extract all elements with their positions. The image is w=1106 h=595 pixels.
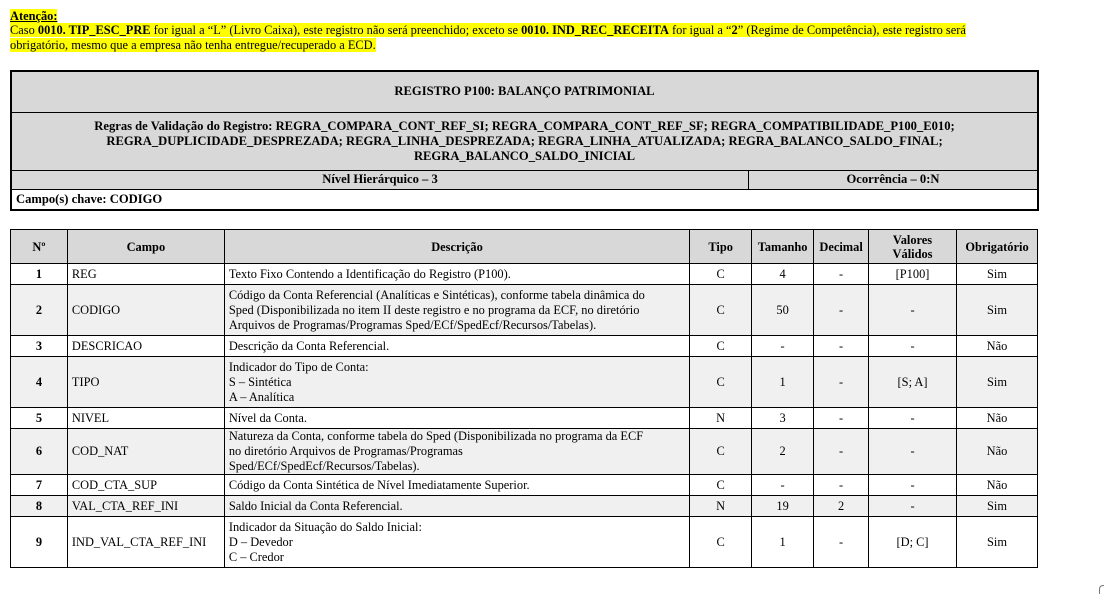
cell-descricao: [224, 429, 689, 475]
attention-note: [10, 9, 1100, 52]
cell-tamanho: 2: [752, 429, 814, 475]
cell-obrigatorio: Não: [956, 408, 1037, 429]
cell-descricao: [224, 408, 689, 429]
header-obrigatorio: Obrigatório: [956, 230, 1037, 264]
cell-campo: DESCRICAO: [67, 336, 224, 357]
cell-tipo: N: [690, 496, 752, 517]
register-header-table: [10, 70, 1039, 211]
header-campo: Campo: [67, 230, 224, 264]
attention-text-part: for igual a “: [668, 23, 732, 38]
validation-rules-line: REGRA_DUPLICIDADE_DESPREZADA; REGRA_LINHA_DESPREZADA; REGRA_LINHA_ATUALIZADA; REGRA_BALANCO_SALDO_FINAL;: [106, 133, 943, 148]
header-tamanho: Tamanho: [752, 230, 814, 264]
cell-obrigatorio: Sim: [956, 357, 1037, 408]
table-row: [11, 429, 1038, 475]
cell-obrigatorio: Não: [956, 475, 1037, 496]
cell-obrigatorio: Sim: [956, 264, 1037, 285]
cell-obrigatorio: Não: [956, 429, 1037, 475]
validation-rules-line: Regras de Validação do Registro: REGRA_COMPARA_CONT_REF_SI; REGRA_COMPARA_CONT_REF_SF; REGRA_COMPATIBILIDADE_P100_E010;: [94, 118, 955, 133]
cell-obrigatorio: Sim: [956, 496, 1037, 517]
description-line: D – Devedor: [228, 534, 293, 549]
cell-tipo: C: [690, 357, 752, 408]
description-line: Natureza da Conta, conforme tabela do Sped (Disponibilizada no programa da ECF: [228, 429, 644, 443]
cell-num: 9: [11, 517, 68, 568]
occurrence: Ocorrência – 0:N: [749, 170, 1039, 189]
cell-tamanho: 1: [752, 517, 814, 568]
cell-decimal: -: [814, 475, 869, 496]
attention-text: [10, 23, 966, 37]
cell-tipo: C: [690, 429, 752, 475]
header-valores: [869, 230, 957, 264]
cell-descricao: [224, 285, 689, 336]
cell-tipo: C: [690, 336, 752, 357]
description-line: Sped/ECf/SpedEcf/Recursos/Tabelas).: [228, 459, 420, 473]
cell-tamanho: 50: [752, 285, 814, 336]
cell-obrigatorio: Sim: [956, 285, 1037, 336]
header-tipo: Tipo: [690, 230, 752, 264]
fields-table: [10, 229, 1038, 568]
cell-tipo: C: [690, 285, 752, 336]
cell-num: 7: [11, 475, 68, 496]
description-line: Texto Fixo Contendo a Identificação do Registro (P100).: [228, 266, 511, 281]
cell-valores: [D; C]: [869, 517, 957, 568]
cell-num: 1: [11, 264, 68, 285]
cell-tipo: C: [690, 264, 752, 285]
cell-tipo: C: [690, 517, 752, 568]
attention-text-end: obrigatório, mesmo que a empresa não tenha entregue/recuperado a ECD.: [10, 37, 376, 52]
cell-descricao: [224, 475, 689, 496]
cell-valores: [P100]: [869, 264, 957, 285]
cell-descricao: [224, 496, 689, 517]
cell-campo: NIVEL: [67, 408, 224, 429]
cell-valores: [S; A]: [869, 357, 957, 408]
header-decimal: Decimal: [814, 230, 869, 264]
table-row: [11, 336, 1038, 357]
cell-valores: -: [869, 336, 957, 357]
cell-campo: TIPO: [67, 357, 224, 408]
cell-decimal: -: [814, 408, 869, 429]
cell-num: 3: [11, 336, 68, 357]
hierarchy-level: Nível Hierárquico – 3: [11, 170, 749, 189]
description-line: Descrição da Conta Referencial.: [228, 338, 390, 353]
cell-num: 4: [11, 357, 68, 408]
cell-campo: VAL_CTA_REF_INI: [67, 496, 224, 517]
description-line: C – Credor: [228, 549, 284, 564]
cell-descricao: [224, 357, 689, 408]
table-header-row: [11, 230, 1038, 264]
description-line: no diretório Arquivos de Programas/Programas: [228, 444, 463, 458]
attention-value: 2: [731, 23, 738, 38]
cell-descricao: [224, 517, 689, 568]
description-line: S – Sintética: [228, 374, 292, 389]
table-row: [11, 285, 1038, 336]
cell-tipo: C: [690, 475, 752, 496]
attention-text-part: for igual a “L” (Livro Caixa), este registro não será preenchido; exceto se: [150, 23, 522, 38]
cell-decimal: -: [814, 517, 869, 568]
cell-obrigatorio: Sim: [956, 517, 1037, 568]
cell-num: 6: [11, 429, 68, 475]
attention-text-part: Caso: [10, 23, 38, 38]
key-fields: Campo(s) chave: CODIGO: [11, 189, 1038, 210]
cell-decimal: -: [814, 285, 869, 336]
cell-decimal: -: [814, 357, 869, 408]
description-line: Saldo Inicial da Conta Referencial.: [228, 498, 403, 513]
description-line: Sped (Disponibilizada no item II deste registro e no programa da ECF, no diretório: [228, 302, 640, 317]
attention-field-ref: 0010. TIP_ESC_PRE: [37, 23, 151, 38]
description-line: Nível da Conta.: [228, 410, 307, 425]
cell-num: 5: [11, 408, 68, 429]
cell-descricao: [224, 336, 689, 357]
cell-decimal: -: [814, 336, 869, 357]
header-valores-line: Valores: [892, 232, 933, 247]
validation-rules-line: REGRA_BALANCO_SALDO_INICIAL: [413, 148, 636, 163]
description-line: Indicador da Situação do Saldo Inicial:: [228, 519, 422, 534]
cell-tamanho: 19: [752, 496, 814, 517]
cell-num: 8: [11, 496, 68, 517]
cell-valores: -: [869, 429, 957, 475]
cell-obrigatorio: Não: [956, 336, 1037, 357]
page-corner-mark: [1099, 585, 1104, 594]
cell-valores: -: [869, 285, 957, 336]
description-line: A – Analítica: [228, 389, 295, 404]
header-num: Nº: [11, 230, 68, 264]
cell-campo: REG: [67, 264, 224, 285]
table-row: [11, 408, 1038, 429]
cell-valores: -: [869, 475, 957, 496]
cell-campo: COD_CTA_SUP: [67, 475, 224, 496]
cell-tamanho: -: [752, 336, 814, 357]
table-row: [11, 475, 1038, 496]
cell-campo: CODIGO: [67, 285, 224, 336]
description-line: Código da Conta Sintética de Nível Imediatamente Superior.: [228, 477, 530, 492]
cell-valores: -: [869, 496, 957, 517]
cell-tamanho: 3: [752, 408, 814, 429]
description-line: Indicador do Tipo de Conta:: [228, 359, 369, 374]
cell-campo: IND_VAL_CTA_REF_INI: [67, 517, 224, 568]
cell-descricao: [224, 264, 689, 285]
description-line: Arquivos de Programas/Programas Sped/ECf/SpedEcf/Recursos/Tabelas).: [228, 317, 597, 332]
cell-tamanho: 1: [752, 357, 814, 408]
description-line: Código da Conta Referencial (Analíticas e Sintéticas), conforme tabela dinâmica do: [228, 287, 645, 302]
attention-title: Atenção:: [10, 9, 58, 23]
cell-campo: COD_NAT: [67, 429, 224, 475]
register-title: REGISTRO P100: BALANÇO PATRIMONIAL: [11, 71, 1038, 112]
table-row: [11, 264, 1038, 285]
header-valores-line: Válidos: [892, 246, 933, 261]
attention-field-ref: 0010. IND_REC_RECEITA: [521, 23, 669, 38]
cell-decimal: 2: [814, 496, 869, 517]
cell-decimal: -: [814, 429, 869, 475]
cell-decimal: -: [814, 264, 869, 285]
cell-tipo: N: [690, 408, 752, 429]
table-row: [11, 496, 1038, 517]
cell-tamanho: 4: [752, 264, 814, 285]
table-row: [11, 357, 1038, 408]
header-descricao: Descrição: [224, 230, 689, 264]
cell-valores: -: [869, 408, 957, 429]
cell-num: 2: [11, 285, 68, 336]
validation-rules: [11, 112, 1038, 170]
attention-text-part: ” (Regime de Competência), este registro será: [737, 23, 966, 38]
cell-tamanho: -: [752, 475, 814, 496]
table-row: [11, 517, 1038, 568]
